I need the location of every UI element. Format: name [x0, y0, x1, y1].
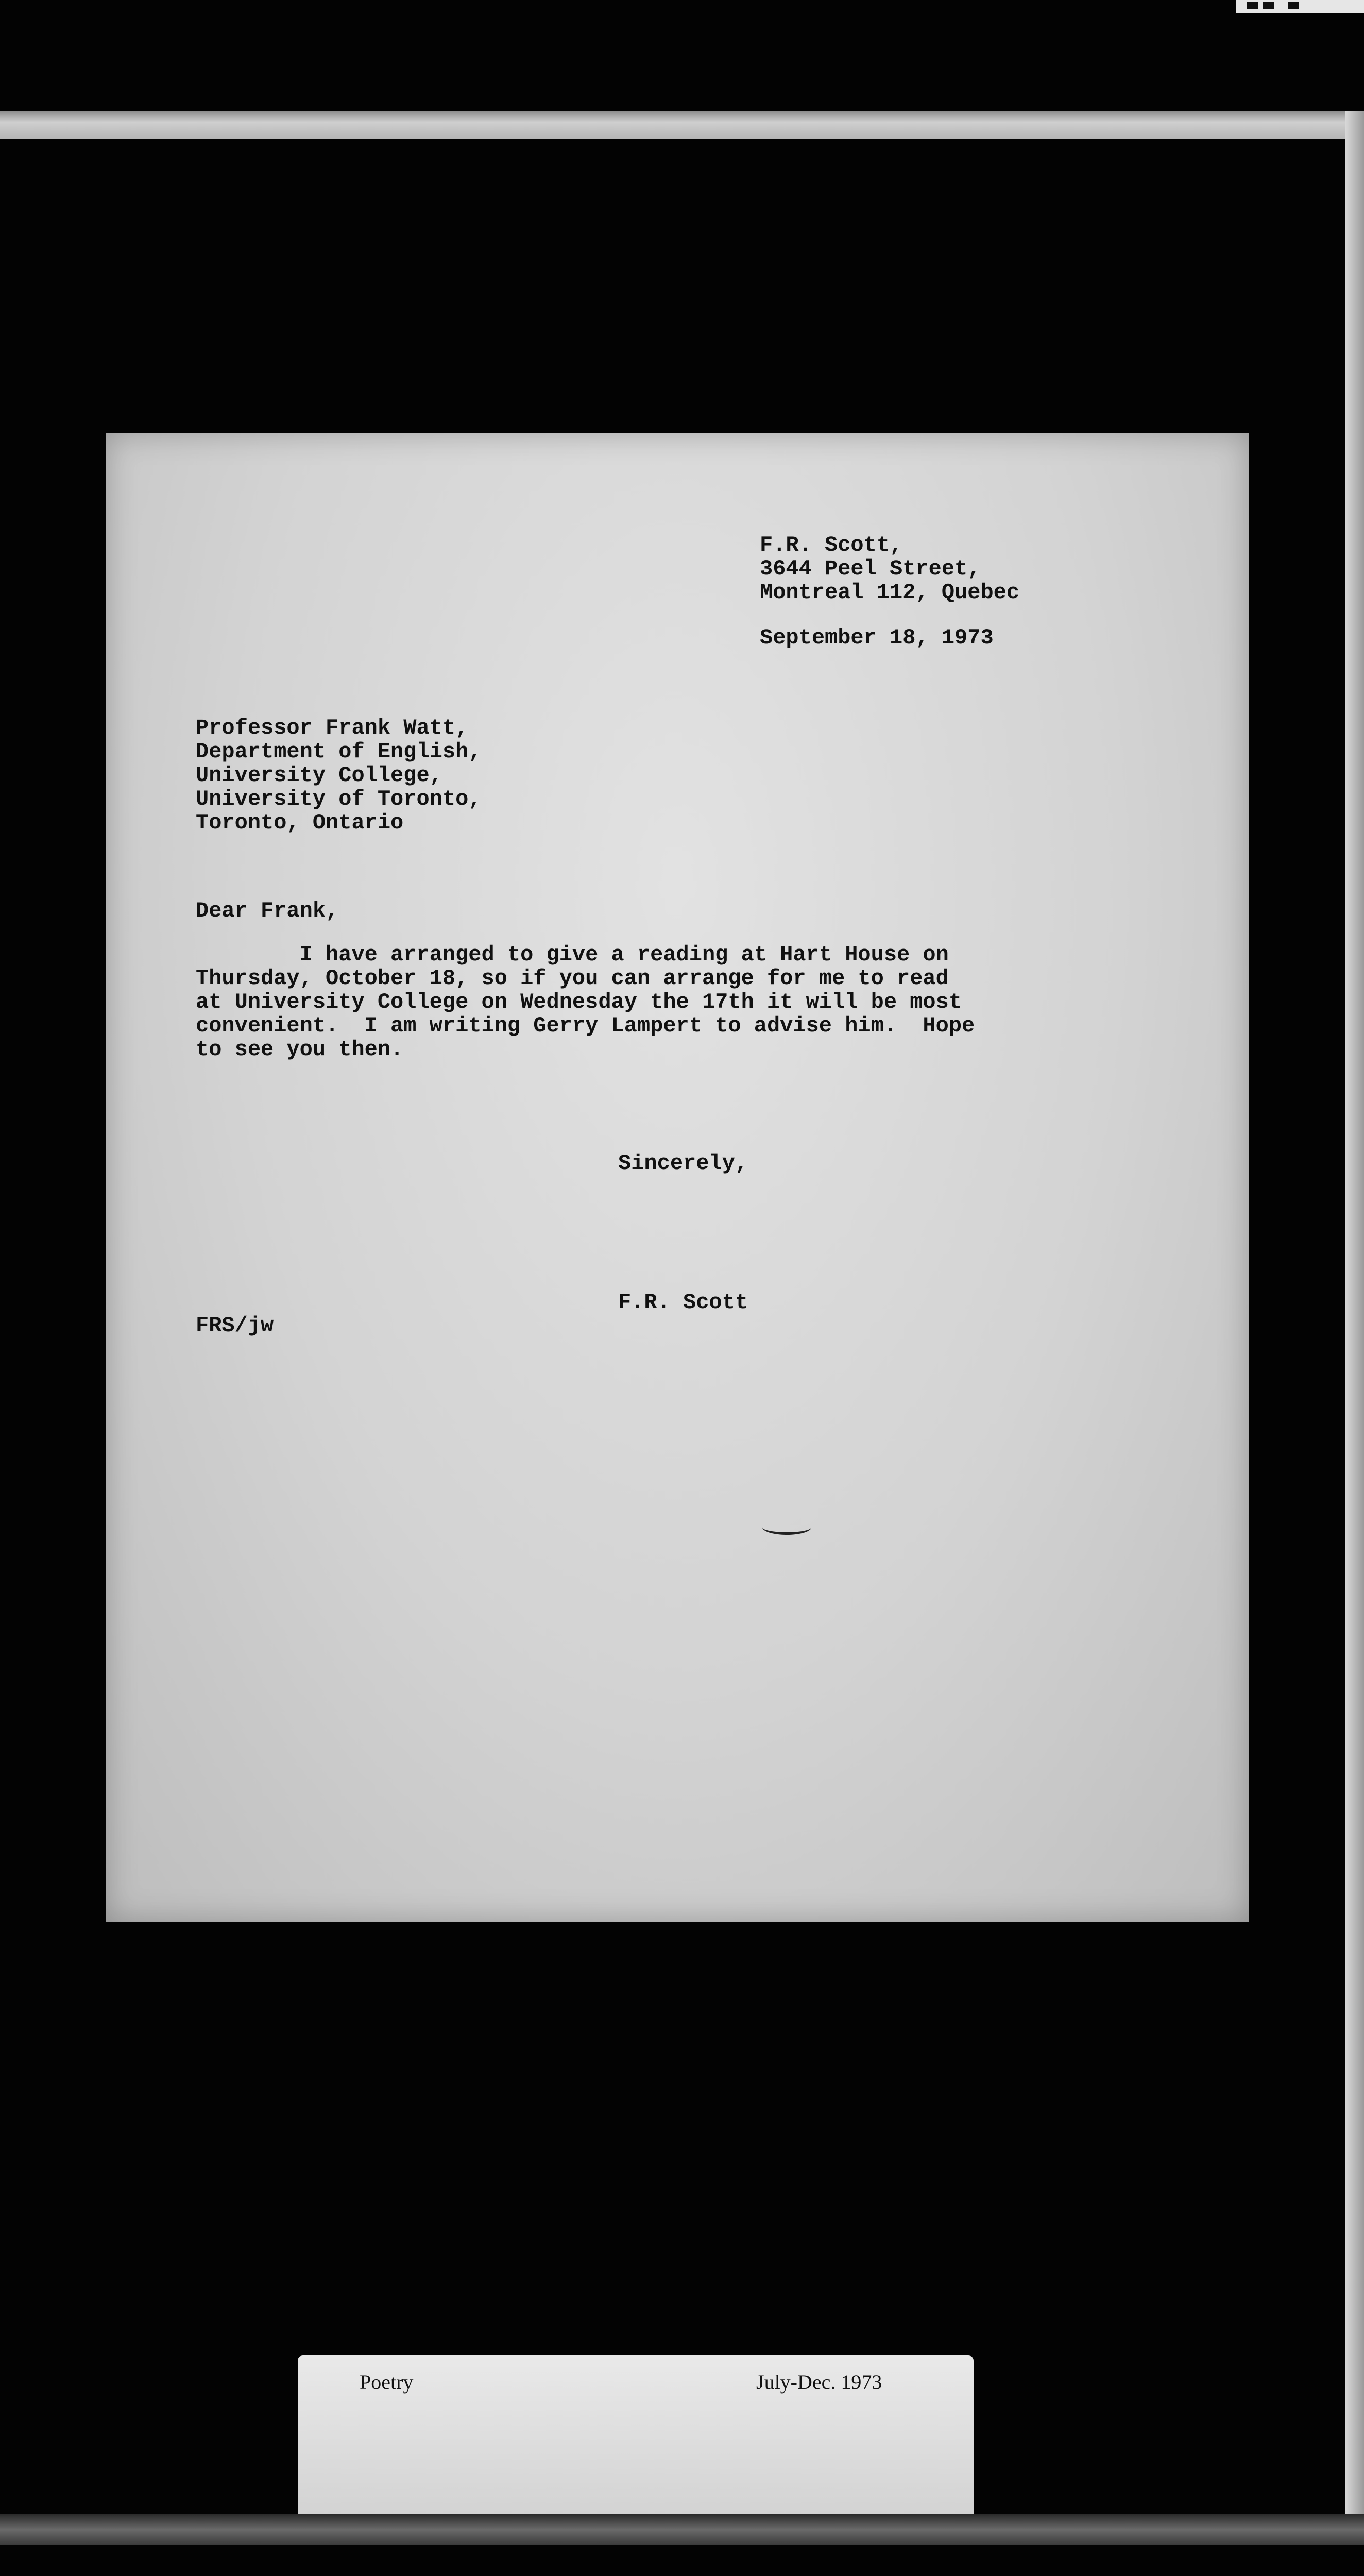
ink-mark	[762, 1520, 811, 1535]
sender-address	[760, 533, 1019, 604]
body-line: convenient. I am writing Gerry Lampert to advise him. Hope	[196, 1013, 975, 1038]
recipient-city: Toronto, Ontario	[196, 810, 404, 835]
salutation: Dear Frank,	[196, 899, 339, 923]
recipient-address	[196, 716, 482, 835]
recipient-university: University of Toronto,	[196, 787, 482, 811]
body-line: Thursday, October 18, so if you can arrange for me to read	[196, 966, 949, 991]
body-line: at University College on Wednesday the 17th it will be most	[196, 990, 962, 1014]
sender-city: Montreal 112, Quebec	[760, 580, 1020, 605]
body-line: I have arranged to give a reading at Hart House on	[196, 942, 949, 967]
sender-street: 3644 Peel Street,	[760, 556, 981, 581]
film-top-strip	[0, 111, 1364, 139]
label-period: July-Dec. 1973	[756, 2370, 882, 2394]
letter-body	[196, 943, 1144, 1061]
typist-initials: FRS/jw	[196, 1313, 274, 1338]
recipient-department: Department of English,	[196, 739, 482, 764]
recipient-college: University College,	[196, 763, 442, 788]
film-mark-block	[1247, 2, 1258, 9]
letter-page	[106, 433, 1249, 1922]
film-mark-block	[1288, 2, 1299, 9]
film-right-edge	[1345, 111, 1364, 2532]
letter-date: September 18, 1973	[760, 625, 994, 650]
recipient-name: Professor Frank Watt,	[196, 716, 469, 740]
body-line: to see you then.	[196, 1037, 404, 1062]
label-subject: Poetry	[360, 2370, 414, 2394]
film-mark-block	[1263, 2, 1274, 9]
closing: Sincerely,	[618, 1151, 748, 1176]
signature: F.R. Scott	[618, 1290, 748, 1315]
film-bottom-strip	[0, 2514, 1364, 2545]
sender-name: F.R. Scott,	[760, 533, 903, 557]
film-corner-mark	[1236, 0, 1364, 13]
